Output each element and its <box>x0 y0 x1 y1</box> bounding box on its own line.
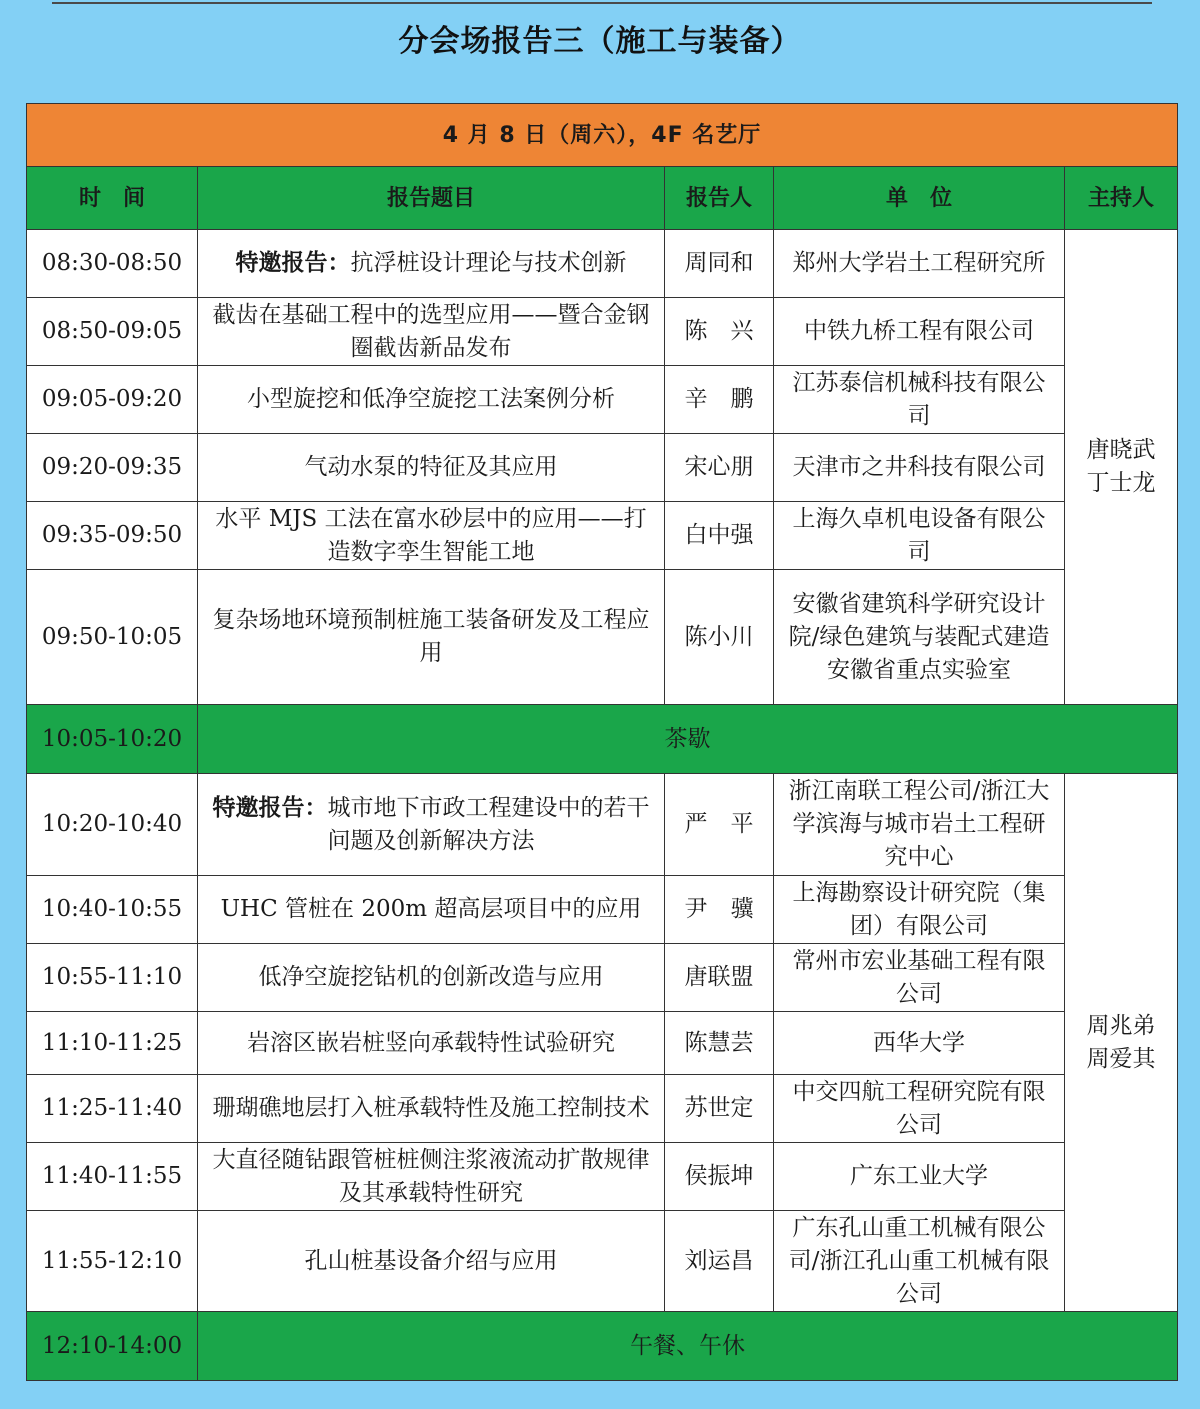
session-speaker: 侯振坤 <box>665 1143 774 1211</box>
topic-text: 城市地下市政工程建设中的若干问题及创新解决方法 <box>327 794 650 854</box>
topic-text: 大直径随钻跟管桩桩侧注浆液流动扩散规律及其承载特性研究 <box>212 1146 650 1206</box>
table-row <box>27 944 1178 1012</box>
session-time: 09:35-09:50 <box>27 502 198 570</box>
session-topic <box>198 944 665 1012</box>
host-name: 周爱其 <box>1086 1045 1156 1072</box>
session-time: 09:20-09:35 <box>27 434 198 502</box>
session-time: 11:40-11:55 <box>27 1143 198 1211</box>
table-row <box>27 1012 1178 1075</box>
table-row <box>27 1075 1178 1143</box>
table-row <box>27 366 1178 434</box>
table-row <box>27 774 1178 876</box>
session-time: 10:55-11:10 <box>27 944 198 1012</box>
invited-label: 特邀报告： <box>212 794 328 821</box>
session-topic <box>198 1075 665 1143</box>
session-time: 10:20-10:40 <box>27 774 198 876</box>
top-rule <box>52 2 1152 4</box>
break-time: 10:05-10:20 <box>27 705 198 774</box>
date-row <box>27 104 1178 167</box>
session-speaker: 唐联盟 <box>665 944 774 1012</box>
session-time: 09:50-10:05 <box>27 570 198 705</box>
session-unit: 郑州大学岩土工程研究所 <box>774 230 1065 298</box>
session-topic <box>198 298 665 366</box>
session-topic <box>198 434 665 502</box>
break-time: 12:10-14:00 <box>27 1312 198 1381</box>
header-time: 时 间 <box>27 167 198 230</box>
session-topic <box>198 1143 665 1211</box>
session-speaker: 周同和 <box>665 230 774 298</box>
session-time: 10:40-10:55 <box>27 876 198 944</box>
session-unit: 江苏泰信机械科技有限公司 <box>774 366 1065 434</box>
session-unit: 上海久卓机电设备有限公司 <box>774 502 1065 570</box>
table-row <box>27 1143 1178 1211</box>
topic-text: 珊瑚礁地层打入桩承载特性及施工控制技术 <box>212 1095 650 1121</box>
header-host: 主持人 <box>1065 167 1178 230</box>
session-topic <box>198 1012 665 1075</box>
topic-text: 孔山桩基设备介绍与应用 <box>304 1247 558 1274</box>
session-unit: 上海勘察设计研究院（集团）有限公司 <box>774 876 1065 944</box>
session-unit: 浙江南联工程公司/浙江大学滨海与城市岩土工程研究中心 <box>774 774 1065 876</box>
session-host <box>1065 230 1178 705</box>
break-row <box>27 1312 1178 1381</box>
session-speaker: 严 平 <box>665 774 774 876</box>
session-unit: 广东工业大学 <box>774 1143 1065 1211</box>
session-topic <box>198 570 665 705</box>
session-host <box>1065 774 1178 1312</box>
host-name: 唐晓武 <box>1086 437 1156 463</box>
topic-text: 复杂场地环境预制桩施工装备研发及工程应用 <box>212 607 650 666</box>
table-row <box>27 570 1178 705</box>
session-unit: 西华大学 <box>774 1012 1065 1075</box>
header-speaker: 报告人 <box>665 167 774 230</box>
session-unit: 中交四航工程研究院有限公司 <box>774 1075 1065 1143</box>
topic-text: 抗浮桩设计理论与技术创新 <box>350 250 627 276</box>
session-unit: 中铁九桥工程有限公司 <box>774 298 1065 366</box>
session-speaker: 陈慧芸 <box>665 1012 774 1075</box>
session-topic <box>198 876 665 944</box>
table-row <box>27 434 1178 502</box>
session-topic <box>198 502 665 570</box>
session-speaker: 苏世定 <box>665 1075 774 1143</box>
topic-text: 气动水泵的特征及其应用 <box>304 454 558 480</box>
session-topic <box>198 774 665 876</box>
session-time: 11:10-11:25 <box>27 1012 198 1075</box>
break-label: 午餐、午休 <box>198 1312 1178 1381</box>
session-time: 11:55-12:10 <box>27 1211 198 1312</box>
topic-text: 水平 MJS 工法在富水砂层中的应用——打造数字孪生智能工地 <box>215 505 647 565</box>
break-row <box>27 705 1178 774</box>
table-row <box>27 502 1178 570</box>
session-speaker: 刘运昌 <box>665 1211 774 1312</box>
header-topic: 报告题目 <box>198 167 665 230</box>
session-speaker: 陈 兴 <box>665 298 774 366</box>
break-label: 茶歇 <box>198 705 1178 774</box>
topic-text: 岩溶区嵌岩桩竖向承载特性试验研究 <box>247 1029 615 1056</box>
table-row <box>27 1211 1178 1312</box>
session-time: 09:05-09:20 <box>27 366 198 434</box>
host-name: 丁士龙 <box>1086 470 1156 496</box>
page-title: 分会场报告三（施工与装备） <box>398 24 802 59</box>
session-time: 08:50-09:05 <box>27 298 198 366</box>
session-unit: 天津市之井科技有限公司 <box>774 434 1065 502</box>
session-topic <box>198 366 665 434</box>
table-row <box>27 876 1178 944</box>
session-time: 11:25-11:40 <box>27 1075 198 1143</box>
date-line: 4 月 8 日（周六），4F 名艺厅 <box>27 104 1178 167</box>
session-topic <box>198 230 665 298</box>
table-row <box>27 298 1178 366</box>
session-speaker: 白中强 <box>665 502 774 570</box>
topic-text: 低净空旋挖钻机的创新改造与应用 <box>258 964 604 990</box>
invited-label: 特邀报告： <box>235 250 351 276</box>
session-speaker: 陈小川 <box>665 570 774 705</box>
table-row <box>27 230 1178 298</box>
header-unit: 单 位 <box>774 167 1065 230</box>
schedule-table <box>26 103 1178 1381</box>
topic-text: 截齿在基础工程中的选型应用——暨合金钢圈截齿新品发布 <box>212 301 650 361</box>
header-row <box>27 167 1178 230</box>
topic-text: UHC 管桩在 200m 超高层项目中的应用 <box>220 896 642 922</box>
session-speaker: 尹 骥 <box>665 876 774 944</box>
session-speaker: 宋心朋 <box>665 434 774 502</box>
session-topic <box>198 1211 665 1312</box>
session-speaker: 辛 鹏 <box>665 366 774 434</box>
host-name: 周兆弟 <box>1086 1012 1156 1039</box>
session-unit: 广东孔山重工机械有限公司/浙江孔山重工机械有限公司 <box>774 1211 1065 1312</box>
session-unit: 安徽省建筑科学研究设计院/绿色建筑与装配式建造安徽省重点实验室 <box>774 570 1065 705</box>
session-time: 08:30-08:50 <box>27 230 198 298</box>
session-unit: 常州市宏业基础工程有限公司 <box>774 944 1065 1012</box>
topic-text: 小型旋挖和低净空旋挖工法案例分析 <box>247 386 615 412</box>
